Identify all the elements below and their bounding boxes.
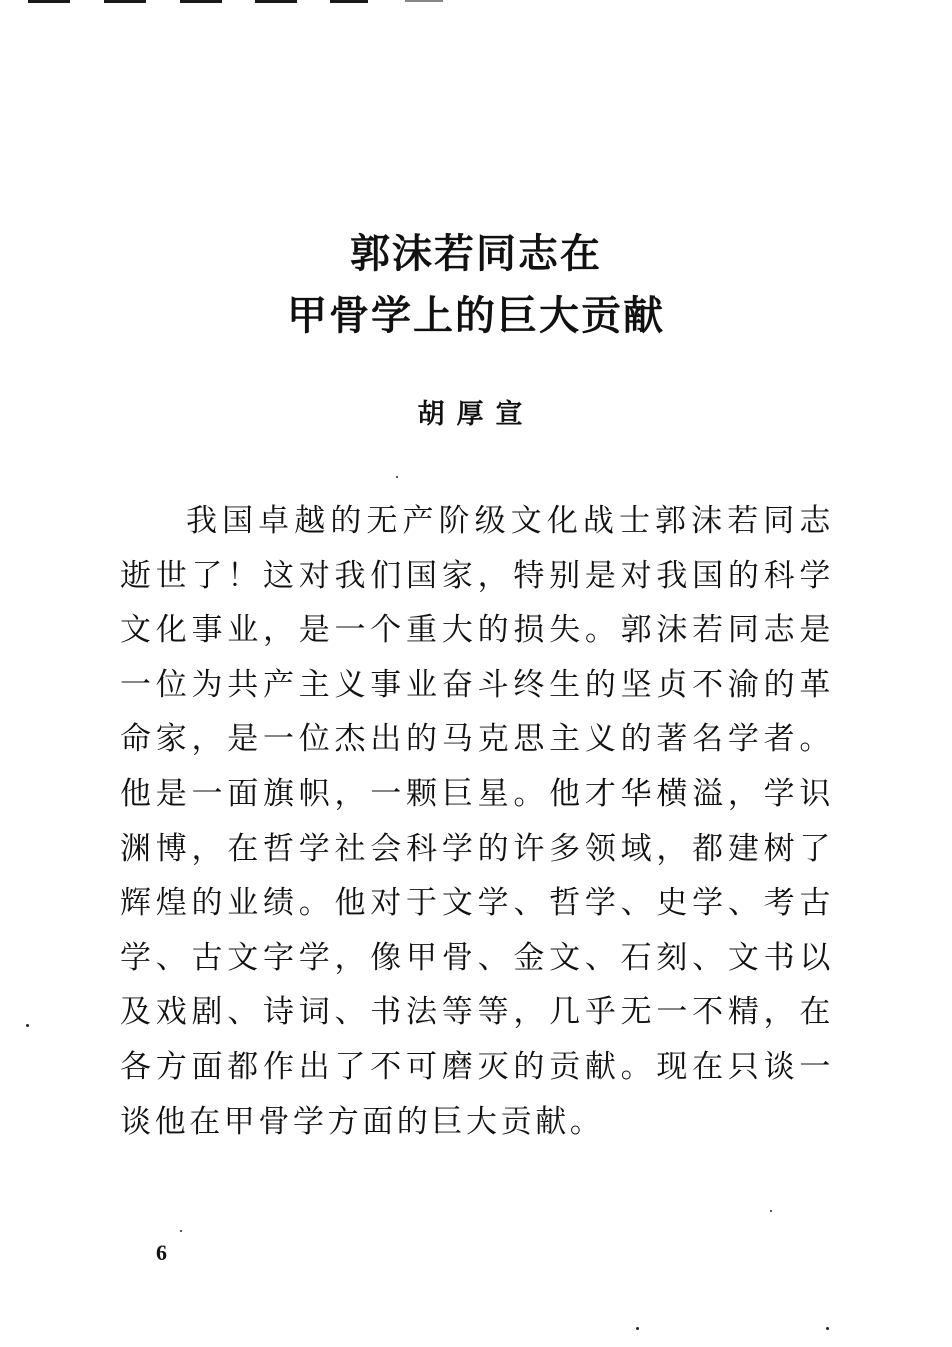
scan-speck (770, 1210, 772, 1212)
scan-edge-mark (405, 0, 443, 2)
scan-speck (826, 1327, 829, 1330)
scan-speck (396, 476, 398, 478)
page-number: 6 (156, 1240, 167, 1265)
article-body-paragraph: 我国卓越的无产阶级文化战士郭沫若同志逝世了！这对我们国家，特别是对我国的科学文化事业，是一个重大的损失。郭沫若同志是一位为共产主义事业奋斗终生的坚贞不渝的革命家，是一位杰出的马克思主义的著名学者。他是一面旗帜，一颗巨星。他才华横溢，学识渊博，在哲学社会科学的许多领域，都建树了辉煌的业绩。他对于文学、哲学、史学、考古学、古文字学，像甲骨、金文、石刻、文书以及戏剧、诗词、书法等等，几乎无一不精，在各方面都作出了不可磨灭的贡献。现在只谈一谈他在甲骨学方面的巨大贡献。 (120, 503, 834, 1140)
scan-speck (26, 1024, 29, 1027)
scan-speck (636, 1327, 639, 1330)
article-author: 胡厚宣 (417, 399, 535, 430)
scan-speck (180, 1230, 182, 1232)
scan-edge-mark (330, 0, 368, 3)
article-title-line-2: 甲骨学上的巨大贡献 (287, 292, 665, 339)
scan-edge-mark (28, 0, 70, 3)
article-title-line-1: 郭沫若同志在 (350, 230, 602, 277)
scan-edge-mark (180, 0, 222, 3)
scan-edge-mark (104, 0, 146, 3)
scan-edge-mark (255, 0, 297, 3)
